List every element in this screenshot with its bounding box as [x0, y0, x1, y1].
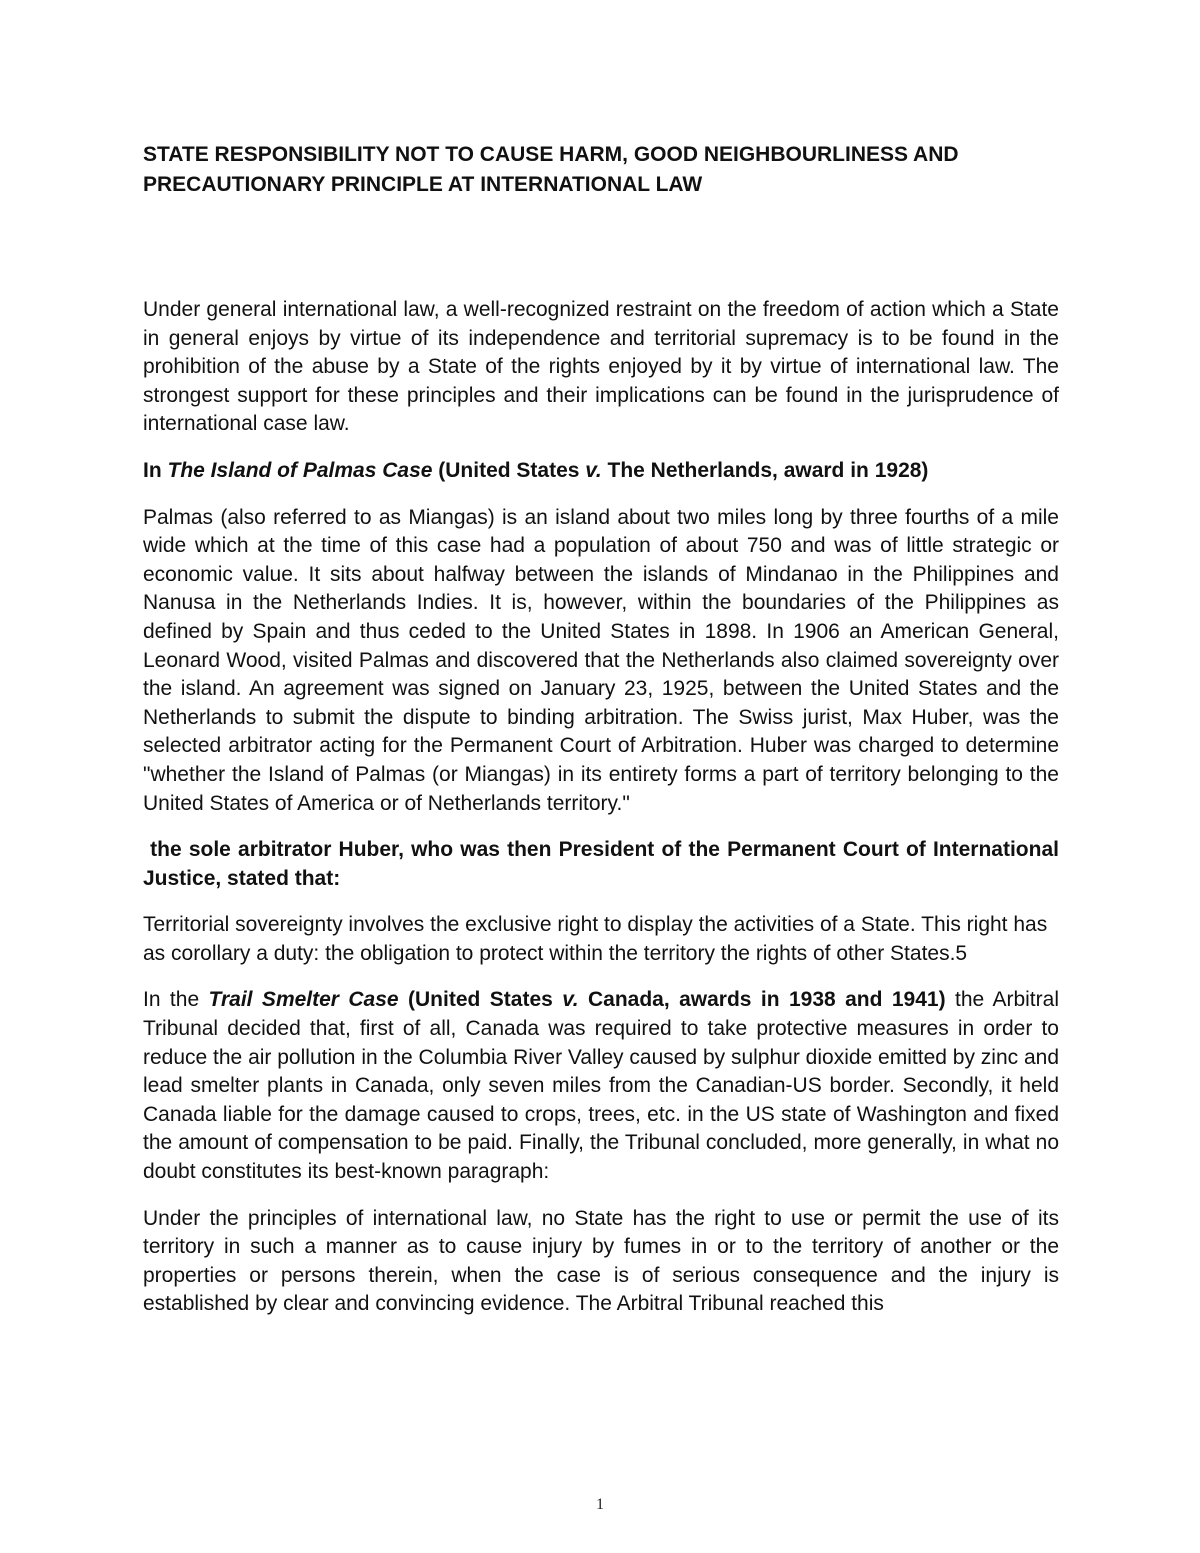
trail-body: the Arbitral Tribunal decided that, first of all, Canada was required to take protective measures in order to reduce the air pollution in the Columbia River Valley caused by sulphur dioxide emitted by zinc and lead smelter plants in Canada, only seven miles from the Canadian-US border. Secondly, it held Canada liable for the damage caused to crops, trees, etc. in the US state of Washington and fixed the amount of compensation to be paid. Finally, the Tribunal concluded, more generally, in what no doubt constitutes its best-known paragraph: — [143, 988, 1059, 1184]
trail-prefix: In the — [143, 988, 209, 1012]
trail-versus: v. — [562, 988, 579, 1012]
document-page — [143, 140, 1065, 1319]
trail-parties-pre: (United States — [398, 988, 563, 1012]
palmas-parties-post: The Netherlands, award in 1928) — [601, 458, 929, 482]
page-number: 1 — [596, 1496, 604, 1513]
document-title — [143, 140, 1059, 200]
huber-quote: Territorial sovereignty involves the exclusive right to display the activities of a State. This right has as corollary a duty: the obligation to protect within the territory the rights of other States.5 — [143, 913, 1048, 965]
trail-quote: Under the principles of international law, no State has the right to use or permit the use of its territory in such a manner as to cause injury by fumes in or to the territory of another or the properties or persons therein, when the case is of serious consequence and the injury is established by clear and convincing evidence. The Arbitral Tribunal reached this — [143, 1206, 1059, 1316]
palmas-heading-prefix: In — [143, 458, 168, 482]
title-line-1: STATE RESPONSIBILITY NOT TO CAUSE HARM, GOOD NEIGHBOURLINESS AND — [143, 143, 959, 166]
intro-paragraph: Under general international law, a well-recognized restraint on the freedom of action which a State in general enjoys by virtue of its independence and territorial supremacy is to be found in the prohibition of the abuse by a State of the rights enjoyed by it by virtue of international law. The strongest support for these principles and their implications can be found in the jurisprudence of international case law. — [143, 298, 1059, 436]
huber-heading: the sole arbitrator Huber, who was then President of the Permanent Court of International Justice, stated that: — [143, 838, 1065, 890]
palmas-versus: v. — [585, 458, 602, 482]
palmas-case-heading — [143, 457, 1059, 486]
palmas-paragraph: Palmas (also referred to as Miangas) is an island about two miles long by three fourths of a mile wide which at the time of this case had a population of about 750 and was of little strategic or economic value. It sits about halfway between the islands of Mindanao in the Philippines and Nanusa in the Netherlands Indies. It is, however, within the boundaries of the Philippines as defined by Spain and thus ceded to the United States in 1898. In 1906 an American General, Leonard Wood, visited Palmas and discovered that the Netherlands also claimed sovereignty over the island. An agreement was signed on January 23, 1925, between the United States and the Netherlands to submit the dispute to binding arbitration. The Swiss jurist, Max Huber, was the selected arbitrator acting for the Permanent Court of Arbitration. Huber was charged to determine "whether the Island of Palmas (or Miangas) in its entirety forms a part of territory belonging to the United States of America or of Netherlands territory." — [143, 505, 1059, 815]
palmas-parties-pre: (United States — [432, 458, 586, 482]
trail-case-name: Trail Smelter Case — [208, 988, 399, 1012]
trail-smelter-paragraph — [143, 986, 1059, 1186]
palmas-case-name: The Island of Palmas Case — [167, 458, 433, 482]
title-line-2: PRECAUTIONARY PRINCIPLE AT INTERNATIONAL LAW — [143, 173, 703, 196]
trail-parties-post: Canada, awards in 1938 and 1941) — [578, 988, 946, 1012]
